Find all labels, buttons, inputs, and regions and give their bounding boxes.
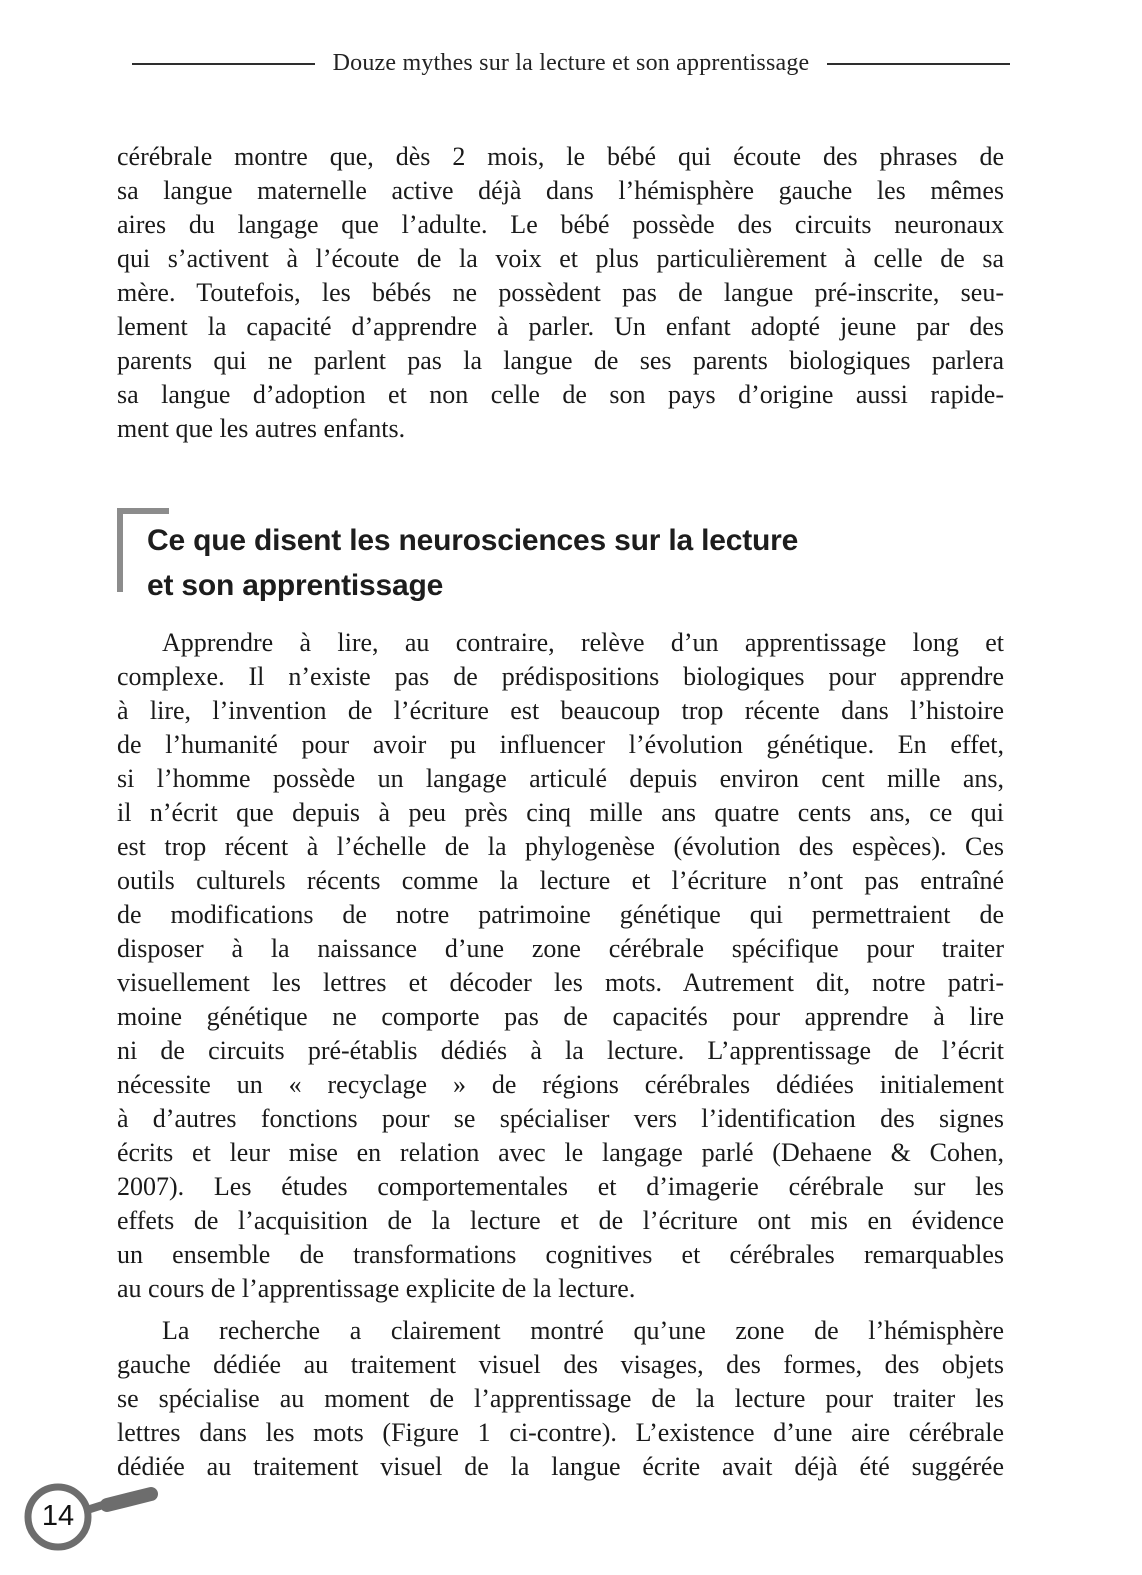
section-heading-line: et son apprentissage (147, 569, 444, 602)
text-line: cérébrale montre que, dès 2 mois, le bébé qui écoute des phrases de (117, 142, 1004, 171)
page-content (117, 140, 1004, 1484)
text-line: La recherche a clairement montré qu’une zone de l’hémisphère (162, 1316, 1004, 1345)
text-line: disposer à la naissance d’une zone cérébrale spécifique pour traiter (117, 934, 1004, 963)
text-line: gauche dédiée au traitement visuel des visages, des formes, des objets (117, 1350, 1004, 1379)
text-line: nécessite un « recyclage » de régions cérébrales dédiées initialement (117, 1070, 1004, 1099)
paragraph-intro (117, 140, 1004, 446)
text-line: effets de l’acquisition de la lecture et de l’écriture ont mis en évidence (117, 1206, 1004, 1235)
header-rule-left (132, 63, 315, 65)
section-heading-line: Ce que disent les neurosciences sur la lecture (147, 524, 799, 557)
text-line: 2007). Les études comportementales et d’imagerie cérébrale sur les (117, 1172, 1004, 1201)
text-line: se spécialise au moment de l’apprentissage de la lecture pour traiter les (117, 1384, 1004, 1413)
text-line: moine génétique ne comporte pas de capacités pour apprendre à lire (117, 1002, 1004, 1031)
paragraph-recherche (117, 1314, 1004, 1484)
magnifier-handle (107, 1494, 151, 1505)
text-line: Apprendre à lire, au contraire, relève d’un apprentissage long et (162, 628, 1004, 657)
text-line: lettres dans les mots (Figure 1 ci-contre). L’existence d’une aire cérébrale (117, 1418, 1004, 1447)
heading-bracket-icon (117, 508, 169, 592)
text-line: ni de circuits pré-établis dédiés à la lecture. L’apprentissage de l’écrit (117, 1036, 1004, 1065)
text-line: si l’homme possède un langage articulé depuis environ cent mille ans, (117, 764, 1004, 793)
text-line: complexe. Il n’existe pas de prédispositions biologiques pour apprendre (117, 662, 1004, 691)
text-line: dédiée au traitement visuel de la langue écrite avait déjà été suggérée (117, 1452, 1004, 1481)
magnifying-glass-icon (8, 1474, 178, 1569)
text-line: mère. Toutefois, les bébés ne possèdent pas de langue pré-inscrite, seu- (117, 278, 1004, 307)
text-line: écrits et leur mise en relation avec le langage parlé (Dehaene & Cohen, (117, 1138, 1004, 1167)
text-line: visuellement les lettres et décoder les mots. Autrement dit, notre patri- (117, 968, 1004, 997)
section-heading (117, 508, 1004, 608)
text-line: sa langue maternelle active déjà dans l’hémisphère gauche les mêmes (117, 176, 1004, 205)
text-line: qui s’activent à l’écoute de la voix et plus particulièrement à celle de sa (117, 244, 1004, 273)
text-line: il n’écrit que depuis à peu près cinq mille ans quatre cents ans, ce qui (117, 798, 1004, 827)
header-rule-right (827, 63, 1010, 65)
text-line: à lire, l’invention de l’écriture est beaucoup trop récente dans l’histoire (117, 696, 1004, 725)
text-line: ment que les autres enfants. (117, 414, 406, 443)
text-line: parents qui ne parlent pas la langue de ses parents biologiques parlera (117, 346, 1004, 375)
text-line: un ensemble de transformations cognitives et cérébrales remarquables (117, 1240, 1004, 1269)
text-line: à d’autres fonctions pour se spécialiser vers l’identification des signes (117, 1104, 1004, 1133)
text-line: au cours de l’apprentissage explicite de la lecture. (117, 1274, 636, 1303)
text-line: de modifications de notre patrimoine génétique qui permettraient de (117, 900, 1004, 929)
text-line: de l’humanité pour avoir pu influencer l’évolution génétique. En effet, (117, 730, 1004, 759)
text-line: est trop récent à l’échelle de la phylogenèse (évolution des espèces). Ces (117, 832, 1004, 861)
running-header-title: Douze mythes sur la lecture et son apprentissage (332, 50, 810, 76)
page-number: 14 (41, 1500, 75, 1532)
text-line: outils culturels récents comme la lecture et l’écriture n’ont pas entraîné (117, 866, 1004, 895)
paragraph-neurosciences (117, 626, 1004, 1306)
running-header (0, 50, 1142, 77)
text-line: aires du langage que l’adulte. Le bébé possède des circuits neuronaux (117, 210, 1004, 239)
text-line: lement la capacité d’apprendre à parler. Un enfant adopté jeune par des (117, 312, 1004, 341)
text-line: sa langue d’adoption et non celle de son pays d’origine aussi rapide- (117, 380, 1004, 409)
